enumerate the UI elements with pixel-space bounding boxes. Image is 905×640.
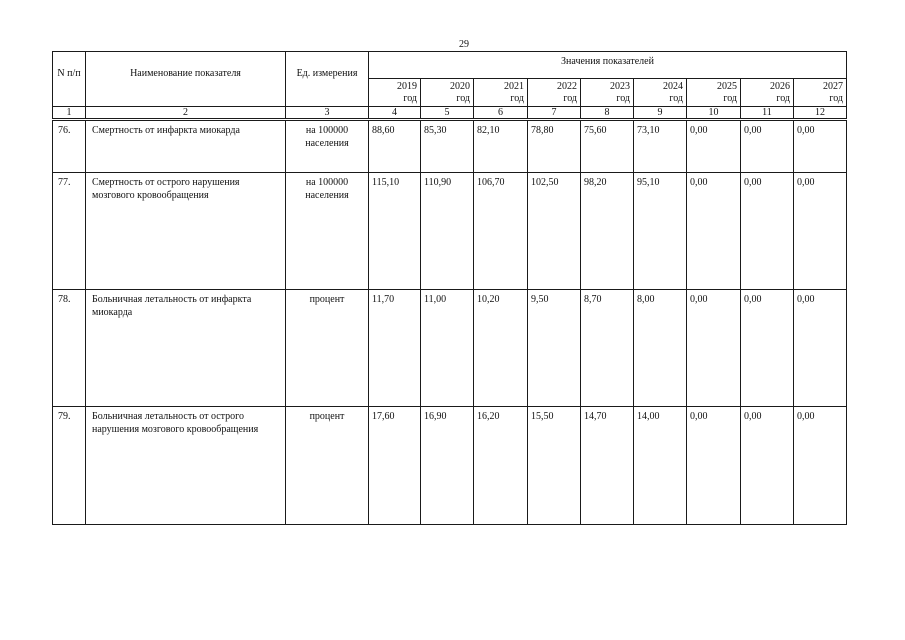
table-body xyxy=(52,120,847,525)
value-cell: 85,30 xyxy=(421,121,474,173)
column-number: 11 xyxy=(741,107,794,119)
row-number: 76. xyxy=(53,121,86,173)
indicator-name: Смертность от острого нарушения мозгового кровообращения xyxy=(86,173,286,290)
value-cell: 15,50 xyxy=(528,407,581,525)
value-cell: 14,00 xyxy=(634,407,687,525)
value-cell: 98,20 xyxy=(581,173,634,290)
column-number: 7 xyxy=(528,107,581,119)
value-cell: 110,90 xyxy=(421,173,474,290)
header-year: 2022 год xyxy=(528,79,581,107)
header-values-group: Значения показателей xyxy=(369,52,847,79)
value-cell: 95,10 xyxy=(634,173,687,290)
header-col-num: N п/п xyxy=(53,52,86,107)
column-number: 2 xyxy=(86,107,286,119)
value-cell: 78,80 xyxy=(528,121,581,173)
value-cell: 0,00 xyxy=(687,290,741,407)
table-row xyxy=(53,290,847,407)
value-cell: 14,70 xyxy=(581,407,634,525)
value-cell: 16,90 xyxy=(421,407,474,525)
value-cell: 106,70 xyxy=(474,173,528,290)
value-cell: 0,00 xyxy=(794,290,847,407)
unit-of-measure: на 100000 населения xyxy=(286,173,369,290)
column-number: 5 xyxy=(421,107,474,119)
indicator-name: Больничная летальность от острого нарушения мозгового кровообращения xyxy=(86,407,286,525)
value-cell: 0,00 xyxy=(741,173,794,290)
table-row xyxy=(53,121,847,173)
value-cell: 10,20 xyxy=(474,290,528,407)
page-number: 29 xyxy=(459,39,469,50)
column-number: 8 xyxy=(581,107,634,119)
column-number: 4 xyxy=(369,107,421,119)
value-cell: 0,00 xyxy=(687,173,741,290)
column-number: 10 xyxy=(687,107,741,119)
value-cell: 0,00 xyxy=(741,290,794,407)
value-cell: 0,00 xyxy=(794,407,847,525)
value-cell: 9,50 xyxy=(528,290,581,407)
column-number: 9 xyxy=(634,107,687,119)
value-cell: 0,00 xyxy=(741,121,794,173)
row-number: 77. xyxy=(53,173,86,290)
column-number: 1 xyxy=(53,107,86,119)
header-year: 2021 год xyxy=(474,79,528,107)
unit-of-measure: процент xyxy=(286,290,369,407)
row-number: 79. xyxy=(53,407,86,525)
header-year: 2019 год xyxy=(369,79,421,107)
column-number: 12 xyxy=(794,107,847,119)
value-cell: 0,00 xyxy=(794,121,847,173)
header-year: 2025 год xyxy=(687,79,741,107)
column-number: 6 xyxy=(474,107,528,119)
value-cell: 115,10 xyxy=(369,173,421,290)
header-year: 2027 год xyxy=(794,79,847,107)
value-cell: 11,00 xyxy=(421,290,474,407)
unit-of-measure: на 100000 населения xyxy=(286,121,369,173)
header-year: 2026 год xyxy=(741,79,794,107)
row-number: 78. xyxy=(53,290,86,407)
indicator-name: Смертность от инфаркта миокарда xyxy=(86,121,286,173)
table-row xyxy=(53,407,847,525)
value-cell: 0,00 xyxy=(741,407,794,525)
header-col-unit: Ед. измерения xyxy=(286,52,369,107)
value-cell: 8,00 xyxy=(634,290,687,407)
value-cell: 102,50 xyxy=(528,173,581,290)
header-year: 2024 год xyxy=(634,79,687,107)
table-header xyxy=(52,51,847,119)
value-cell: 11,70 xyxy=(369,290,421,407)
value-cell: 8,70 xyxy=(581,290,634,407)
value-cell: 16,20 xyxy=(474,407,528,525)
indicator-name: Больничная летальность от инфаркта миокарда xyxy=(86,290,286,407)
value-cell: 17,60 xyxy=(369,407,421,525)
table-row xyxy=(53,173,847,290)
header-col-name: Наименование показателя xyxy=(86,52,286,107)
value-cell: 0,00 xyxy=(687,121,741,173)
value-cell: 82,10 xyxy=(474,121,528,173)
value-cell: 0,00 xyxy=(794,173,847,290)
column-number: 3 xyxy=(286,107,369,119)
value-cell: 75,60 xyxy=(581,121,634,173)
header-year: 2020 год xyxy=(421,79,474,107)
value-cell: 0,00 xyxy=(687,407,741,525)
value-cell: 88,60 xyxy=(369,121,421,173)
value-cell: 73,10 xyxy=(634,121,687,173)
unit-of-measure: процент xyxy=(286,407,369,525)
header-year: 2023 год xyxy=(581,79,634,107)
